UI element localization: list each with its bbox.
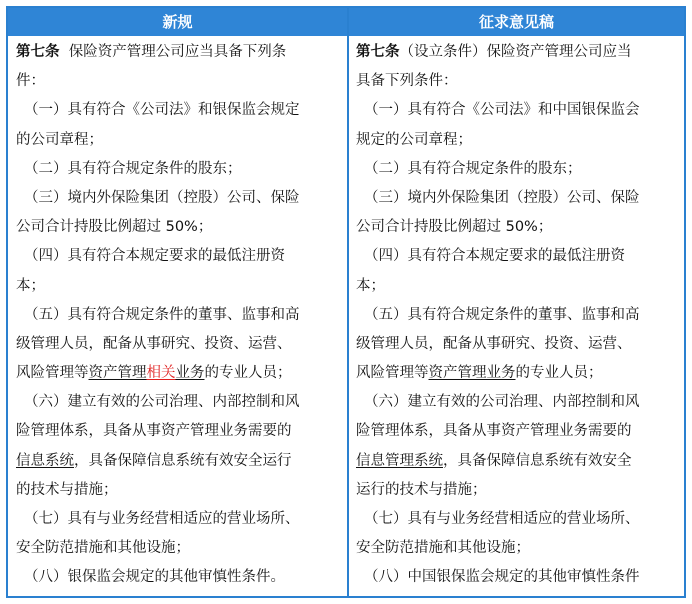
text-line: 的技术与措施； [16,481,118,498]
column-header-draft: 征求意见稿 [349,8,684,36]
text-line: 本； [16,277,45,294]
text-line [356,359,682,388]
text-span: 的专业人员； [204,365,292,382]
column-divider [347,8,349,596]
clause-3: （三）境内外保险集团（控股）公司、保险 [24,189,300,206]
text-line: 公司合计持股比例超过 50%； [16,219,213,236]
clause-1: （一）具有符合《公司法》和银保监会规定 [24,102,300,119]
column-header-new-rules: 新规 [8,8,347,36]
changed-text: 信息系统 [16,452,74,469]
text-line: 公司合计持股比例超过 50%； [356,219,553,236]
text-span: 的专业人员； [515,365,603,382]
new-rules-cell [16,38,342,593]
text-line: 安全防范措施和其他设施； [16,540,190,557]
text-line: 具备下列条件： [356,73,458,90]
text-line: 件： [16,73,45,90]
clause-5: （五）具有符合规定条件的董事、监事和高 [24,306,300,323]
clause-6: （六）建立有效的公司治理、内部控制和风 [364,394,640,411]
text-span: ，具备保障信息系统有效安全 [443,452,632,469]
draft-cell [356,38,682,593]
clause-5: （五）具有符合规定条件的董事、监事和高 [364,306,640,323]
comparison-table [6,6,686,598]
text-span: 风险管理等 [356,365,429,382]
article-text: 保险资产管理公司应当具备下列条 [68,44,287,60]
changed-text: 业务 [175,365,205,382]
text-line: 安全防范措施和其他设施； [356,540,530,557]
changed-text-highlight: 相关 [146,365,176,382]
changed-text: 信息管理系统 [356,452,443,469]
text-line: 运行的技术与措施； [356,481,487,498]
clause-4: （四）具有符合本规定要求的最低注册资 [364,248,625,265]
text-line: 本； [356,277,385,294]
article-line [356,38,682,67]
clause-3: （三）境内外保险集团（控股）公司、保险 [364,189,640,206]
text-line: 险管理体系，具备从事资产管理业务需要的 [16,423,292,440]
text-span: 风险管理等 [16,365,89,382]
text-span: ，具备保障信息系统有效安全运行 [74,452,292,469]
article-number: 第七条 [356,44,400,60]
text-line: 级管理人员，配备从事研究、投资、运营、 [16,335,292,352]
changed-text: 资产管理 [88,365,147,382]
clause-2: （二）具有符合规定条件的股东； [24,160,242,177]
clause-6: （六）建立有效的公司治理、内部控制和风 [24,394,300,411]
text-line: 级管理人员，配备从事研究、投资、运营、 [356,335,632,352]
clause-8: （八）中国银保监会规定的其他审慎性条件 [364,569,640,586]
article-number: 第七条 [16,44,60,60]
changed-text: 资产管理业务 [428,365,516,382]
clause-7: （七）具有与业务经营相适应的营业场所、 [364,511,640,527]
clause-1: （一）具有符合《公司法》和中国银保监会 [364,102,640,119]
article-text: （设立条件）保险资产管理公司应当 [399,44,632,60]
text-line [16,447,342,476]
text-line [16,359,342,388]
text-line: 规定的公司章程； [356,131,472,148]
article-line [16,38,342,67]
text-line: 的公司章程； [16,131,103,148]
text-line: 险管理体系，具备从事资产管理业务需要的 [356,423,632,440]
clause-4: （四）具有符合本规定要求的最低注册资 [24,248,285,265]
clause-8: （八）银保监会规定的其他审慎性条件。 [24,569,285,586]
clause-7: （七）具有与业务经营相适应的营业场所、 [24,511,300,527]
text-line [356,447,682,476]
clause-2: （二）具有符合规定条件的股东； [364,160,582,177]
